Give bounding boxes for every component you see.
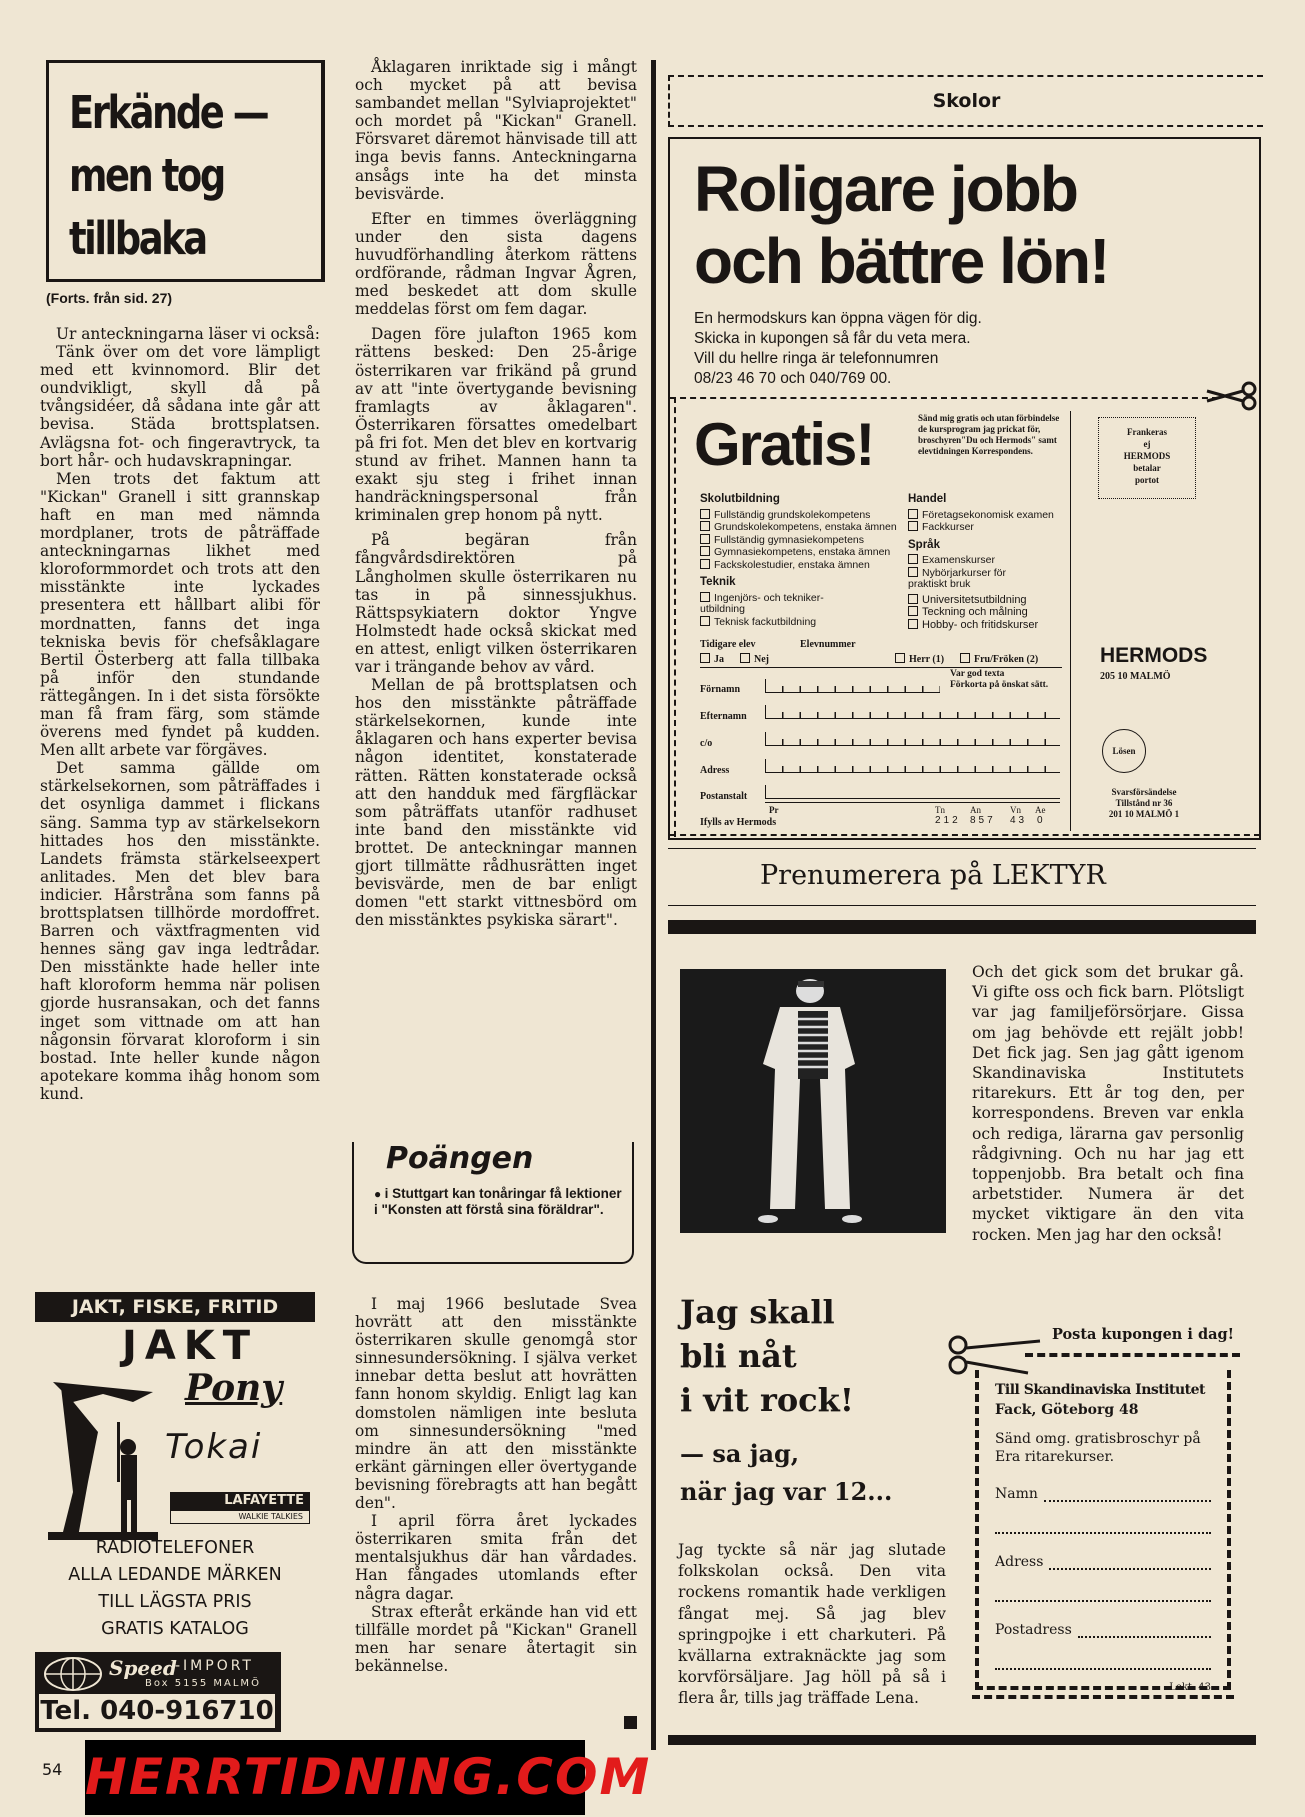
- checkbox-option[interactable]: [700, 509, 920, 522]
- checkbox-option[interactable]: [908, 619, 1068, 632]
- checkbox[interactable]: [908, 567, 918, 577]
- import-label: -IMPORT: [175, 1658, 254, 1674]
- option-label: Universitetsutbildning: [922, 593, 1027, 606]
- coupon-address: Fack, Göteborg 48: [995, 1402, 1139, 1418]
- article-column-2b: [355, 1295, 637, 1675]
- option-label: Nej: [754, 654, 769, 665]
- dotted-line[interactable]: [995, 1600, 1211, 1602]
- sub-line: En hermodskurs kan öppna vägen för dig.: [694, 310, 982, 327]
- checkbox[interactable]: [960, 653, 970, 663]
- svars-text: [1094, 787, 1194, 820]
- group-title: Teknik: [700, 576, 736, 588]
- checkbox[interactable]: [908, 606, 918, 616]
- ad-line: ALLA LEDANDE MÄRKEN: [68, 1565, 282, 1585]
- ad-jakt-fiske: [35, 1292, 315, 1732]
- paragraph: I april förra året lyckades österrikaren smita från det mentalsjukhus där han vårdades. Han fångades utomlands efter några dagar.: [355, 1512, 637, 1603]
- walkie-talkies: WALKIE TALKIES: [170, 1510, 310, 1524]
- coupon-cut-line: [670, 397, 1218, 399]
- option-label: Ingenjörs- och tekniker-utbildning: [700, 591, 824, 615]
- option-label: Nybörjarkurser för praktiskt bruk: [908, 566, 1007, 590]
- group-title: Språk: [908, 538, 940, 551]
- coupon-bottom-cut: [670, 834, 1260, 836]
- checkbox[interactable]: [700, 546, 710, 556]
- ad-line: RADIOTELEFONER: [95, 1538, 255, 1558]
- frankeras-line: HERMODS: [1123, 451, 1171, 461]
- checkbox[interactable]: [700, 521, 710, 531]
- dotted-line[interactable]: [995, 1532, 1211, 1534]
- field-label: Ifylls av Hermods: [700, 817, 777, 828]
- herr-option[interactable]: [895, 653, 944, 665]
- checkbox[interactable]: [700, 616, 710, 626]
- code-label: An: [970, 805, 981, 815]
- forkorta-text: Förkorta på önskat sätt.: [950, 680, 1049, 690]
- checkbox-option[interactable]: [700, 616, 920, 629]
- article-column-1: [40, 325, 320, 1103]
- paragraph: Det samma gällde om stärkelsekornen, som påträffades i det osynliga dammet i flickans säng. Samma typ av stärkelsekorn hittades hos den misstänkte. Landets främsta stärkelseexpert anlitades. Men det blev bara indicier. Hårstråna som fanns på brottsplatsen tillhörde mordoffret. Barren och växtfragmenten vid hennes säng gav inga ledtrådar. Den misstänkte hade heller inte haft kloroform hemma när polisen gjorde husransakan, och det fanns inget som vittnade om att han någonsin förvarat kloroform i sin bostad. Inte heller kunde någon apotekare komma ihåg honom som kund.: [40, 759, 320, 1103]
- code-label: Ae: [1035, 805, 1046, 815]
- section-header: Skolor: [668, 75, 1263, 127]
- checkbox-option[interactable]: [700, 592, 840, 616]
- scissors-icon: [1205, 381, 1261, 411]
- field-label: Efternamn: [700, 711, 747, 722]
- dotted-line: [1049, 1568, 1211, 1570]
- group-title: Skolutbildning: [700, 493, 780, 505]
- ritare-coupon: [975, 1370, 1231, 1693]
- nej-option[interactable]: [740, 653, 769, 665]
- option-label: Teckning och målning: [922, 606, 1028, 618]
- paragraph: Strax efteråt erkände han vid ett tillfälle mordet på "Kickan" Granell men har senare återtagit sin bekännelse.: [355, 1602, 637, 1675]
- ritare-subhead: [680, 1435, 892, 1511]
- sub-line: 08/23 46 70 och 040/769 00.: [694, 370, 892, 387]
- field-label: Adress: [995, 1554, 1044, 1570]
- namn-field[interactable]: [995, 1486, 1211, 1502]
- checkbox-option[interactable]: [908, 606, 1068, 619]
- paragraph: Åklagaren inriktade sig i mångt och mycket på att bevisa sambandet mellan "Sylviaprojektet" och mordet på "Kickan" Granell. Försvaret däremot hänvisade till att inga bevis fanns. Anteckningarna ansågs inte ha det minsta bevisvärde.: [355, 58, 637, 203]
- poangen-box: [352, 1142, 634, 1264]
- checkbox[interactable]: [908, 554, 918, 564]
- headline-line: Jag skall: [680, 1293, 835, 1331]
- hermods-ad: [668, 137, 1261, 840]
- option-label: Gymnasiekompetens, enstaka ämnen: [714, 546, 891, 558]
- checkbox-option[interactable]: [908, 521, 1068, 534]
- paragraph: Dagen före julafton 1965 kom rättens besked: Den 25-årige österrikaren var frikänd på grund av att "inte övertygande bevisning framlagts av åklagaren". Österrikaren försattes omedelbart på fri fot. Men det blev en kortvarig stund av frihet. Mannen hann ta exakt sju steg i frihet innan handräckningspersonal från kriminalen grep honom på nytt.: [355, 325, 637, 525]
- coupon-cut-line: [1025, 1353, 1240, 1357]
- dotted-line[interactable]: [995, 1668, 1211, 1670]
- code-value: 212: [935, 815, 961, 826]
- frankeras-line: ej: [1143, 439, 1151, 449]
- ritare-body-2: Och det gick som det brukar gå. Vi gifte oss och fick barn. Plötsligt var jag familjeförsörjare. Gissa om jag behövde ett rejält jobb! Det fick jag. Sen jag gått igenom Skandinaviska Institutets ritarekurs. Ett år tog den, per korrespondens. Breven var enkla och rediga, lärarna gav personlig rådgivning. Och nu har jag ett toppenjobb. Bra betalt och fina arbetstider. Numera är det mycket viktigare än den vita rocken. Men jag har den också!: [972, 963, 1244, 1244]
- frankeras-line: Frankeras: [1127, 427, 1167, 437]
- posta-kupongen: Posta kupongen i dag!: [1052, 1326, 1234, 1343]
- checkbox[interactable]: [908, 509, 918, 519]
- checkbox-option[interactable]: [908, 594, 1068, 607]
- svars-line: Tillstånd nr 36: [1115, 798, 1173, 808]
- watermark-logo: HERRTIDNING.COM: [85, 1740, 585, 1815]
- option-label: Grundskolekompetens, enstaka ämnen: [714, 521, 897, 533]
- coupon-divider: [1070, 411, 1071, 831]
- code-label: Tn: [935, 805, 945, 815]
- ad-banner: JAKT, FISKE, FRITID: [35, 1292, 315, 1322]
- paragraph: Tänk över om det vore lämpligt med ett kvinnomord. Blir det oundvikligt, skyll då på tvångsidéer, då sådana inte går att bevisa. Städa brottsplatsen. Avlägsna fot- och fingeravtryck, ta bort hår- och hudavskrapningar.: [40, 343, 320, 470]
- coupon-bottom-cut: [972, 1695, 1234, 1699]
- subhead-line: — sa jag,: [680, 1439, 800, 1468]
- dotted-line: [1078, 1636, 1211, 1638]
- ritare-body-1: Jag tyckte så när jag slutade folkskolan också. Den vita rockens romantik hade verkligen fångat mej. Så jag blev springpojke i ett charkuteri. På kvällarna extraknäckte jag som korvförsäljare. Jag höll på så i flera år, tills jag träffade Lena.: [678, 1541, 946, 1708]
- field-label: Postadress: [995, 1622, 1072, 1638]
- lektyr-rule-top: [668, 848, 1256, 849]
- code-label: Pr: [769, 805, 779, 815]
- paragraph: Ur anteckningarna läser vi också:: [56, 325, 320, 343]
- hermods-subtext: [694, 309, 982, 389]
- gratis-heading: Gratis!: [694, 411, 874, 478]
- coupon-address: Till Skandinaviska Institutet: [995, 1382, 1206, 1398]
- frankeras-line: betalar: [1133, 463, 1161, 473]
- postadress-field[interactable]: [995, 1622, 1211, 1638]
- article-headline-box: [46, 60, 325, 282]
- globe-icon: [43, 1656, 103, 1692]
- box-address: Box 5155 MALMÖ: [145, 1678, 261, 1689]
- option-label: Fullständig grundskolekompetens: [714, 508, 871, 521]
- group-title: Handel: [908, 493, 947, 505]
- checkbox-option[interactable]: [700, 559, 920, 572]
- checkbox-option[interactable]: [908, 567, 1028, 591]
- option-label: Examenskurser: [922, 554, 995, 566]
- tidigare-elev-label: Tidigare elev: [700, 639, 756, 650]
- option-label: Herr (1): [909, 654, 945, 665]
- handel-group: [908, 494, 1068, 631]
- svars-line: 201 10 MALMÖ 1: [1108, 809, 1180, 819]
- sub-line: Skicka in kupongen så får du veta mera.: [694, 330, 971, 347]
- article-column-2: [355, 58, 637, 929]
- form-rule: [700, 667, 1062, 668]
- column-divider: [651, 60, 656, 1750]
- hunter-deer-illustration: [43, 1372, 163, 1542]
- frankeras-box: [1098, 417, 1196, 499]
- speed-import-box: [35, 1652, 281, 1732]
- hermods-address: 205 10 MALMÖ: [1100, 671, 1171, 682]
- coupon-text: Sänd omg. gratisbroschyr på Era ritarekurser.: [995, 1431, 1201, 1465]
- headline-line: tillbaka: [69, 212, 206, 265]
- field-label: c/o: [700, 738, 713, 749]
- paragraph: Efter en timmes överläggning under den sista dagens huvudförhandling återkom rättens ordförande, rådman Ingvar Ågren, med beskedet att dom skulle meddelas först om fem dagar.: [355, 209, 637, 319]
- headline-line: Erkände —: [69, 86, 268, 139]
- photo-man-white-coat: [680, 969, 946, 1233]
- efternamn-input[interactable]: [765, 705, 1060, 719]
- option-label: Fru/Fröken (2): [974, 654, 1039, 665]
- losen-stamp: Lösen: [1102, 729, 1146, 773]
- option-label: Fackskolestudier, enstaka ämnen: [714, 558, 870, 571]
- lektyr-rule-bottom: [668, 905, 1256, 906]
- poangen-text: ● i Stuttgart kan tonåringar få lektioner i "Konsten att förstå sina föräldrar".: [374, 1186, 622, 1217]
- paragraph: På begäran från fångvårdsdirektören på Långholmen skulle österrikaren nu tas in på sinnessjukhus. Rättspsykiatern doktor Yngve Holmstedt hade också skickat med en attest, enligt vilken österrikaren var i trängande behov av vård.: [355, 531, 637, 676]
- sub-line: Vill du hellre ringa är telefonnumren: [694, 350, 939, 367]
- speed-logo: Speed: [109, 1656, 177, 1680]
- black-bar: [668, 920, 1256, 934]
- option-label: Företagsekonomisk examen: [922, 508, 1054, 521]
- checkbox-option[interactable]: [700, 534, 920, 547]
- code-value: 0: [1037, 815, 1043, 826]
- bullet-icon: ●: [374, 1187, 385, 1201]
- paragraph: Men trots det faktum att "Kickan" Granell i sitt grannskap haft en man med nämnda mordplaner, trots de påträffade anteckningarnas likhet med kloroformmordet och trots att den misstänkte inte lyckades presentera ett hållbart alibi för mordnatten, fanns det inga tekniska bevis för chefsåklagare Bertil Österberg att falla tillbaka på inför den stundande rättegången. In i det sista försökte man få fram färg, som stämde överens med fyndet på kudden. Men allt arbete var förgäves.: [40, 469, 320, 760]
- code-value: 43: [1010, 815, 1028, 826]
- adress-input[interactable]: [765, 759, 1060, 773]
- coupon-border-left: [674, 397, 676, 837]
- hermods-codes: [765, 802, 1060, 826]
- postanstalt-input[interactable]: [765, 785, 1060, 799]
- dotted-line: [1044, 1500, 1211, 1502]
- brand-lafayette: LAFAYETTE: [170, 1492, 310, 1510]
- checkbox[interactable]: [908, 521, 918, 531]
- checkbox-option[interactable]: [700, 521, 920, 534]
- svars-line: Svarsförsändelse: [1111, 787, 1177, 797]
- checkbox-option[interactable]: [908, 509, 1068, 522]
- option-label: Hobby- och fritidskurser: [922, 618, 1039, 631]
- code-value: 857: [970, 815, 996, 826]
- skolutbildning-group: [700, 494, 920, 628]
- continued-from: (Forts. från sid. 27): [46, 290, 173, 306]
- hermods-headline-2: och bättre lön!: [694, 225, 1109, 297]
- end-mark: [624, 1716, 637, 1729]
- elevnummer-label: Elevnummer: [800, 639, 856, 650]
- black-bar-bottom: [668, 1735, 1256, 1745]
- phone-number: Tel. 040-916710: [40, 1696, 274, 1726]
- option-label: Ja: [714, 654, 724, 665]
- field-label: Postanstalt: [700, 791, 748, 802]
- checkbox[interactable]: [908, 619, 918, 629]
- checkbox[interactable]: [700, 534, 710, 544]
- checkbox[interactable]: [700, 509, 710, 519]
- lektyr-banner: Prenumerera på LEKTYR: [760, 860, 1106, 891]
- brand-pony: Pony: [185, 1367, 283, 1409]
- coupon-code: Lekt. 43: [1169, 1682, 1211, 1693]
- ad-line: GRATIS KATALOG: [101, 1619, 249, 1639]
- checkbox[interactable]: [908, 594, 918, 604]
- poangen-title: Poängen: [382, 1142, 537, 1176]
- field-label: Adress: [700, 765, 730, 776]
- code-label: Vn: [1010, 805, 1021, 815]
- frankeras-line: portot: [1135, 475, 1159, 485]
- headline-line: i vit rock!: [680, 1381, 854, 1419]
- option-label: Fullständig gymnasiekompetens: [714, 533, 864, 546]
- checkbox[interactable]: [700, 559, 710, 569]
- headline-line: bli nåt: [680, 1337, 797, 1375]
- checkbox[interactable]: [700, 592, 710, 602]
- field-label: Förnamn: [700, 684, 740, 695]
- fru-option[interactable]: [960, 653, 1038, 665]
- adress-field[interactable]: [995, 1554, 1211, 1570]
- send-text: Sänd mig gratis och utan förbindelse de kursprogram jag prickat för, broschyren"Du och Hermods" samt elevtidningen Korrespondens.: [918, 413, 1060, 456]
- headline-line: men tog: [69, 149, 224, 202]
- ad-text-lines: [35, 1535, 315, 1643]
- ritare-headline: [680, 1290, 854, 1422]
- hermods-brand: HERMODS: [1100, 644, 1208, 667]
- checkbox[interactable]: [740, 653, 750, 663]
- hermods-headline-1: Roligare jobb: [694, 153, 1077, 225]
- checkbox[interactable]: [895, 653, 905, 663]
- option-label: Teknisk fackutbildning: [714, 615, 817, 628]
- brand-tokai: Tokai: [165, 1427, 263, 1467]
- page-number: 54: [42, 1760, 63, 1779]
- checkbox-option[interactable]: [700, 546, 920, 559]
- paragraph: I maj 1966 beslutade Svea hovrätt att den misstänkte österrikaren skulle genomgå stor sinnesundersökning. I själva verket innebar detta beslut att hovrätten fann honom skyldig. Enligt lag kan domstolen nämligen inte besluta om sinnesundersökning "med mindre än att den misstänkte erkänt gärningen eller övertygande bevisning förebragts att han begått den".: [355, 1295, 637, 1513]
- ad-line: TILL LÄGSTA PRIS: [98, 1592, 252, 1612]
- option-label: Fackkurser: [922, 521, 974, 533]
- checkbox-option[interactable]: [908, 554, 1068, 567]
- checkbox[interactable]: [700, 653, 710, 663]
- ja-option[interactable]: [700, 653, 724, 665]
- field-label: Namn: [995, 1486, 1038, 1502]
- co-input[interactable]: [765, 732, 1060, 746]
- brand-jakt: JAKT: [121, 1323, 259, 1369]
- paragraph: Mellan de på brottsplatsen och hos den misstänkte påträffade stärkelsekornen, kunde inte åklagaren och hans experter bevisa någon identitet, konstaterade rätten. Rätten konstaterade också att den handduk med färgfläckar som påträffats utanför radhuset inte band den misstänkte vid brottet. De anteckningar mannen gjort tillmätte rådhusrätten inget bevisvärde, men de bar enligt domen "ett starkt vittnesbörd om den misstänktes psykiska särart".: [355, 676, 637, 930]
- var-god-texta: Var god texta: [950, 669, 1005, 679]
- man-in-white-coat-image: [680, 969, 946, 1233]
- subhead-line: när jag var 12...: [680, 1477, 893, 1506]
- fornamn-input[interactable]: [765, 679, 940, 693]
